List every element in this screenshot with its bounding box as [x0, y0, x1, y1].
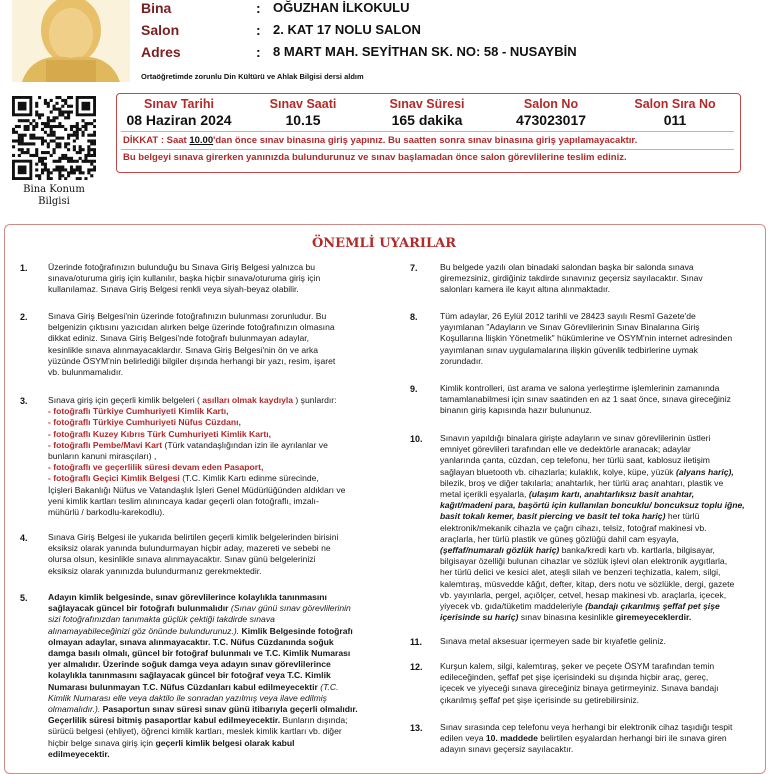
item-2-text	[48, 311, 364, 378]
item-10-a16b: (bandajı çıkarılmış şeffaf pet şişe	[585, 601, 720, 612]
item-2-line: belgenizin çıktısını yazıcıdan alırken belge üzerinde fotoğrafınızın olmasına	[48, 322, 335, 333]
item-4-number: 4.	[20, 533, 28, 543]
id-gecici-a: - fotoğraflı Geçici Kimlik Belgesi	[48, 473, 180, 484]
item-2-line: Sınava Giriş Belgesi'nin üzerinde fotoğrafınızın bulunması zorunludur. Bu	[48, 311, 327, 321]
item-3-intro-c: ) şunlardır:	[293, 395, 337, 405]
id-tc-nufus: - fotoğraflı Türkiye Cumhuriyeti Nüfus Cüzdanı,	[48, 417, 241, 428]
item-7-line: giremezsiniz, girdiğiniz takdirde sınavınız geçersiz sayılacaktır. Sınav	[440, 273, 703, 284]
dikkat-suffix: 'dan önce sınav binasına giriş yapınız. Bu saatten sonra sınav binasına giriş yapılamayacaktır.	[213, 135, 638, 146]
item-5-line: sizi fotoğrafınızdan tanımakta güçlük çektiği takdirde sınava	[48, 614, 275, 625]
item-10-a8b: her türlü	[665, 511, 700, 522]
item-13-b2a: edilen veya	[440, 733, 486, 744]
bina-konum-qr-code	[12, 96, 96, 180]
exam-divider-2	[121, 149, 734, 150]
item-4-line: eksiksiz olarak yanında bulundurmayan hiçbir aday, mazereti ve sebebi ne	[48, 543, 331, 554]
id-pasaport: - fotoğraflı ve geçerlilik süresi devam eden Pasaport,	[48, 462, 264, 473]
item-5-l4a: alınamayabileceğinizi göz önünde bulundurunuz.).	[48, 625, 240, 636]
item-10-line	[440, 489, 755, 500]
item-12-line: çıkarılmış şeffaf pet şişe içerisinde su getirebilirsiniz.	[440, 694, 640, 705]
item-12-line: içecek ve yiyeceği sınava gireceğiniz binaya getirmeyiniz. Sınava bandajı	[440, 683, 719, 694]
item-8-line: Tüm adaylar, 26 Eylül 2012 tarihli ve 28423 sayılı Resmî Gazete'de	[440, 311, 696, 321]
adres-label: Adres	[141, 44, 181, 60]
item-10-line: bilezik, broş ve diğer takılarla; anahtarlık, her türlü araç anahtarı, plastik ve	[440, 477, 724, 488]
item-3-tail: İçişleri Bakanlığı Nüfus ve Vatandaşlık İşleri Genel Müdürlüğünden aldıkları ve	[48, 484, 346, 495]
item-5-line	[48, 704, 364, 715]
item-5-line: Kimlik Numarası elle veya daktilo ile sonradan yazılmış veya ilave edilmiş	[48, 692, 327, 703]
salon-sira-no-label: Salon Sıra No	[634, 97, 716, 111]
item-5-line: damga basılı olmalı, güncel bir fotoğraf bulunmalı ve T.C. Kimlik Numarası	[48, 648, 351, 659]
item-2-number: 2.	[20, 312, 28, 322]
item-13-b2c: belirtilen eşyalardan herhangi biri ile sınava giren	[537, 733, 727, 744]
item-5-line	[48, 682, 364, 693]
item-5-l2b: (Sınav günü sınav görevlilerinin	[228, 603, 351, 614]
item-13-line	[440, 733, 755, 744]
item-5-l4b: Kimlik Belgesinde fotoğrafı	[239, 625, 353, 636]
item-10-a6b: (ulaşım kartı, anahtarlıksız basit anahtar,	[528, 489, 695, 500]
salon-no-label: Salon No	[523, 97, 579, 111]
item-10-line: kağıt/madeni para, başörtü için kullanılan boncuklu/ boncuksuz toplu iğne,	[440, 500, 745, 511]
candidate-header	[0, 0, 768, 88]
item-12-line: edileceğinden, şeffaf pet şişe içerisindeki su dışında hiçbir araç, gereç,	[440, 672, 709, 683]
exam-col-saat	[241, 97, 365, 128]
id-pembe-a: - fotoğraflı Pembe/Mavi Kart	[48, 439, 163, 450]
item-9-number: 9.	[410, 384, 418, 394]
item-10-line: elektronik/mekanik cihazla ve çağrı cihazı, telsiz, fotoğraf makinesi vb.	[440, 522, 707, 533]
item-5-l12b: Bunların dışında;	[280, 715, 348, 726]
item-10-a8a: basit tokalı kemer, basit piercing ve basit tel toka hariç)	[440, 511, 666, 522]
item-10-line	[440, 612, 755, 623]
item-4-line: olursa olsun, kesinlikle sınava alınmayacaktır. Sınav günü belgelerinizi	[48, 554, 316, 565]
exam-col-sure	[365, 97, 489, 128]
item-8-line: Koşullarına İlişkin Yönetmelik" hükümlerine ve ÖSYM'nin internet adresinden	[440, 333, 733, 344]
dikkat-prefix: DİKKAT : Saat	[123, 135, 190, 146]
item-5-l14b: geçerli kimlik belgesi olarak kabul	[155, 737, 295, 748]
item-13-text	[440, 722, 755, 756]
item-4-line: eksiksiz olarak yanınızda bulundurmanız gerekmektedir.	[48, 565, 262, 576]
item-7-line: Bu belgede yazılı olan binadaki salondan başka bir salonda sınava	[440, 262, 694, 272]
id-tc-kimlik: - fotoğraflı Türkiye Cumhuriyeti Kimlik Kartı,	[48, 406, 229, 417]
salon-sira-no-value: 011	[663, 112, 687, 128]
item-3-text	[48, 395, 364, 518]
id-pembe-c: bunların kanuni mirasçıları) ,	[48, 451, 157, 462]
item-5-line	[48, 715, 364, 726]
item-8-line: yayımlanan sınav uygulamalarına ilişkin güvenlik tedbirlerine uymak	[440, 344, 698, 355]
item-5-l11b: Pasaportun sınav süresi sınav günü itibarıyla geçerli olmalıdır.	[100, 704, 358, 715]
item-10-line	[440, 545, 755, 556]
item-8-line: yayımlanan "Adayların ve Sınav Görevlilerinin Sınav Binalarına Giriş	[440, 322, 700, 333]
item-7-text	[440, 262, 755, 296]
item-13-number: 13.	[410, 723, 423, 733]
bina-value: OĞUZHAN İLKOKULU	[273, 0, 410, 15]
item-1-line: kullanılamaz. Sınava Giriş Belgesi renkli veya siyah-beyaz olabilir.	[48, 284, 299, 295]
exam-col-tarih	[117, 97, 241, 128]
item-4-line: Sınava Giriş Belgesi ile yukarıda belirtilen geçerli kimlik belgelerinden birisini	[48, 532, 339, 542]
id-pembe-b: (Türk vatandaşlığından izin ile ayrılanlar ve	[162, 439, 328, 450]
item-10-line	[440, 511, 755, 522]
item-3-number: 3.	[20, 396, 28, 406]
din-kulturu-note: Ortaöğretimde zorunlu Din Kültürü ve Ahlak Bilgisi dersi aldım	[141, 72, 364, 81]
item-10-line	[440, 601, 755, 612]
item-10-line: bilgisayar özelliği bulunan cihazlar ve sözlük işlevi olan elektronik aygıtlarla,	[440, 556, 728, 567]
item-10-a17a: içerisinde su hariç)	[440, 612, 519, 623]
teslim-warning: Bu belgeyi sınava girerken yanınızda bulundurunuz ve sınav başlamadan önce salon görevlilerine teslim ediniz.	[123, 152, 627, 163]
item-3-tail: yeni kimlik kartları teslim alınıncaya kadar geçerli olan fotoğraflı, imzalı-	[48, 495, 319, 506]
item-2-line: vb. bulunmamalıdır.	[48, 367, 123, 378]
item-10-line: kalemtıraş, müsvedde kâğıt, defter, kitap, ders notu ve sözlükle, dergi, gazete	[440, 578, 735, 589]
item-3-tail: mühürlü / barkodlu-karekodlu).	[48, 507, 165, 518]
item-10-a6a: metal içerikli eşyalarla,	[440, 489, 529, 500]
item-5-line	[48, 738, 364, 749]
exam-divider-1	[121, 131, 734, 132]
item-5-l12a: Geçerlilik süresi bitmiş pasaportlar kabul edilmeyecektir.	[48, 715, 281, 726]
item-3-intro	[48, 395, 364, 406]
item-11-number: 11.	[410, 637, 423, 647]
item-9-text	[440, 383, 755, 417]
sinav-suresi-label: Sınav Süresi	[389, 97, 465, 111]
item-10-a11a: (şeffaf/numaralı gözlük hariç)	[440, 545, 560, 556]
item-10-line: emniyet görevlileri tarafından elle ve dedektörle aranacak; adaylar	[440, 444, 691, 455]
item-5-l2a: sağlayacak güncel bir fotoğrafı bulunmalıdır	[48, 603, 229, 614]
candidate-photo	[12, 0, 130, 82]
item-12-number: 12.	[410, 662, 423, 672]
item-5-l14a: hiçbir belge sınava giriş için	[48, 737, 156, 748]
dikkat-warning	[123, 135, 637, 146]
exam-info-box	[116, 93, 741, 173]
item-10-a16a: yiyecek vb. gıda/tüketim maddeleriyle	[440, 601, 586, 612]
item-5-line: kolaylıkla tanınmasını sağlayacak güncel bir fotoğraf veya T.C. Kimlik	[48, 670, 331, 681]
item-7-number: 7.	[410, 263, 418, 273]
item-5-number: 5.	[20, 593, 28, 603]
item-5-l9a: Numarası bulunmayan T.C. Nüfus Cüzdanları kabul edilmeyecektir	[48, 681, 318, 692]
item-10-a4b: (alyans hariç),	[675, 466, 734, 477]
item-1-line: Üzerinde fotoğrafınızın bulunduğu bu Sınava Giriş Belgesi yalnızca bu	[48, 262, 316, 272]
item-10-line: yanlarında çanta, cüzdan, cep telefonu, her türlü saat, kablosuz iletişim	[440, 455, 710, 466]
item-10-line: Sınavın yapıldığı binalara girişte adayların ve sınav görevlilerinin üstleri	[440, 433, 711, 443]
item-5-line: sürücü belgesi (ehliyet), öğrenci kimlik kartları, meslek kimlik kartları vb. diğer	[48, 726, 342, 737]
item-8-text	[440, 311, 755, 367]
qr-caption-line2: Bilgisi	[38, 196, 70, 207]
item-10-a17b: sınav binasına kesinlikle	[518, 612, 616, 623]
item-9-line: Kimlik kontrolleri, üst arama ve salona yerleştirme işlemlerinin zamanında	[440, 383, 720, 393]
item-10-text	[440, 433, 755, 623]
item-5-l11a: olmamalıdır.).	[48, 704, 101, 715]
adres-colon: :	[256, 44, 261, 60]
id-gecici	[48, 473, 364, 484]
dikkat-time: 10.00	[189, 135, 214, 146]
salon-no-value: 473023017	[515, 112, 587, 128]
item-3-intro-a: Sınava giriş için geçerli kimlik belgeleri (	[48, 395, 203, 405]
item-10-number: 10.	[410, 434, 423, 444]
item-10-a11b: banka/kredi kartı vb. kartlarla, bilgisayar,	[559, 545, 715, 556]
item-5-line: olmayan adaylar, sınava alınmayacaktır. T.C. Nüfus Cüzdanında soğuk	[48, 636, 334, 647]
id-kktc-kimlik: - fotoğraflı Kuzey Kıbrıs Türk Cumhuriyeti Kimlik Kartı,	[48, 428, 271, 439]
item-1-number: 1.	[20, 263, 28, 273]
item-10-a17c: giremeyeceklerdir.	[615, 612, 692, 623]
sinav-tarihi-label: Sınav Tarihi	[144, 97, 214, 111]
item-8-number: 8.	[410, 312, 418, 322]
item-11-line: Sınava metal aksesuar içermeyen sade bir kıyafetle geliniz.	[440, 636, 666, 646]
item-13-line: Sınav sırasında cep telefonu veya herhangi bir elektronik cihaz taşıdığı tespit	[440, 722, 733, 732]
exam-col-salon-no	[489, 97, 613, 128]
item-5-l9b: (T.C.	[317, 681, 339, 692]
item-4-text	[48, 532, 364, 577]
item-9-line: binanın giriş kapısında hazır bulununuz.	[440, 405, 592, 416]
id-gecici-b: (T.C. Kimlik Kartı edinme sürecinde,	[179, 473, 319, 484]
item-5-line	[48, 603, 364, 614]
item-2-line: dikkat ediniz. Sınava Giriş Belgesi'nde fotoğrafı bulunmayan adaylar,	[48, 333, 310, 344]
bina-label: Bina	[141, 0, 172, 16]
item-8-line: zorundadır.	[440, 355, 483, 366]
item-2-line: kesinlikle sınava alınmayacaklardır. Sınava Giriş Belgesi'nin ön ve arka	[48, 344, 319, 355]
sinav-saati-label: Sınav Saati	[269, 97, 337, 111]
adres-value: 8 MART MAH. SEYİTHAN SK. NO: 58 - NUSAYBİN	[273, 44, 577, 59]
item-13-b2b: 10. maddede	[485, 733, 538, 744]
item-5-line: edilmeyecektir.	[48, 748, 110, 759]
item-3-intro-b: asılları olmak kaydıyla	[202, 395, 294, 405]
qr-caption	[12, 184, 96, 208]
item-5-line: Adayın kimlik belgesinde, sınav görevlilerince kolaylıkla tanınmasını	[48, 592, 327, 602]
item-10-a4: sağlayan bluetooth vb. cihazlarla; kulaklık, kolye, küpe, yüzük	[440, 466, 676, 477]
exam-col-sira-no	[613, 97, 737, 128]
item-1-text	[48, 262, 364, 296]
item-13-line: adayın sınavı geçersiz sayılacaktır.	[440, 744, 574, 755]
item-5-text	[48, 592, 364, 760]
item-10-line	[440, 467, 755, 478]
salon-colon: :	[256, 22, 261, 38]
item-10-line: araçlarla, her türlü plastik ve güneş gözlüğü dahil cam eşyayla,	[440, 533, 679, 544]
item-11-text	[440, 636, 755, 647]
item-5-line: yer almalıdır. Üzerinde soğuk damga veya adayın sınav görevlilerince	[48, 659, 331, 670]
bina-colon: :	[256, 0, 261, 16]
item-10-line: her türlü delici ve kesici alet, ateşli silah ve benzeri teçhizatla, kalem, silgi,	[440, 567, 721, 578]
onemli-uyarilar-title: ÖNEMLİ UYARILAR	[311, 236, 457, 251]
salon-value: 2. KAT 17 NOLU SALON	[273, 22, 421, 37]
salon-label: Salon	[141, 22, 180, 38]
sinav-suresi-value: 165 dakika	[391, 112, 463, 128]
qr-caption-line1: Bina Konum	[23, 184, 85, 195]
item-12-text	[440, 661, 755, 706]
item-2-line: yüzünde ÖSYM'nin belirlediği bilgiler dışında herhangi bir yazı, resim, işaret	[48, 355, 336, 366]
sinav-tarihi-value: 08 Haziran 2024	[126, 112, 232, 128]
item-7-line: salonları kamera ile kayıt altına alınmaktadır.	[440, 284, 611, 295]
item-5-line	[48, 626, 364, 637]
item-1-line: sınava/oturuma giriş için kullanılır, başka hiçbir sınava/oturuma giriş için	[48, 273, 321, 284]
sinav-saati-value: 10.15	[285, 112, 321, 128]
id-pembe-mavi	[48, 440, 364, 451]
item-9-line: tamamlanabilmesi için sınav saatinden en az 1 saat önce, sınava gireceğiniz	[440, 394, 731, 405]
item-12-line: Kurşun kalem, silgi, kalemtıraş, şeker ve peçete ÖSYM tarafından temin	[440, 661, 715, 671]
item-10-line: vb. yayınlarla, pergel, açıölçer, cetvel, hesap makinesi vb. araçlarla, içecek,	[440, 589, 727, 600]
